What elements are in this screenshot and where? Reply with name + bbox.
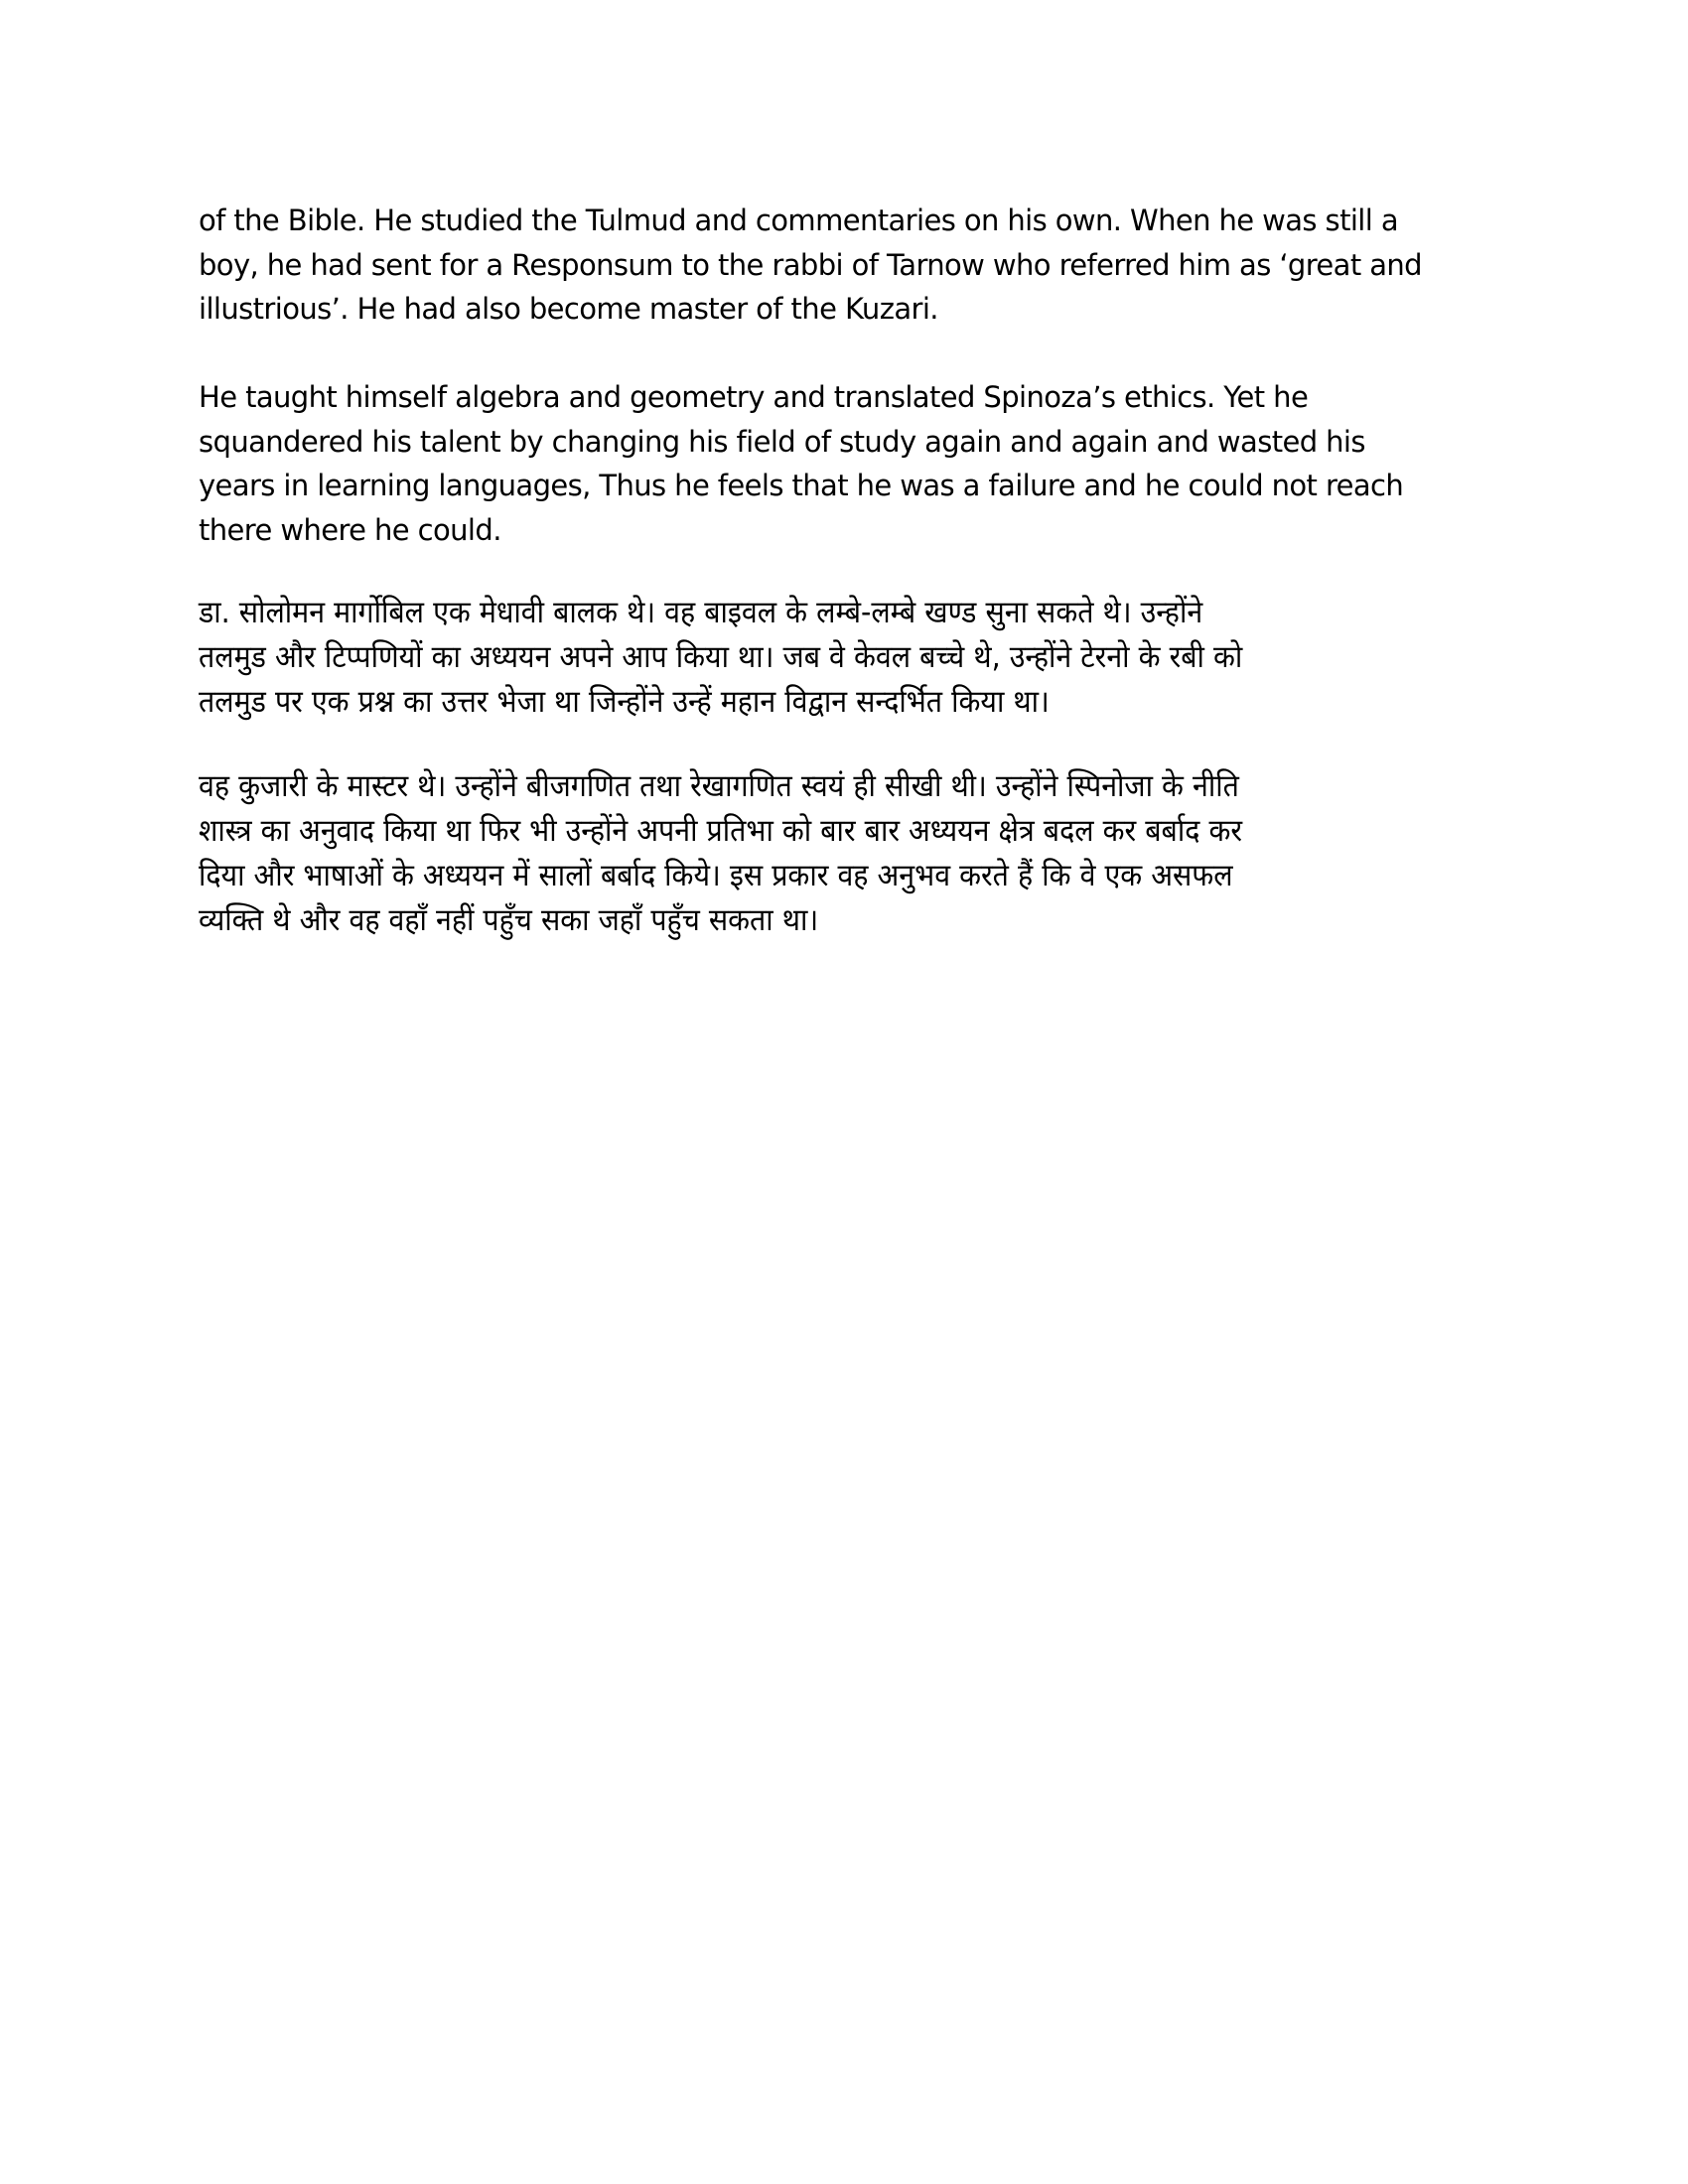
text-line: years in learning languages, Thus he feels that he was a failure and he could not reach	[199, 469, 1404, 502]
text-line: of the Bible. He studied the Tulmud and commentaries on his own. When he was still a	[199, 204, 1398, 237]
hindi-paragraph-1	[199, 591, 1242, 725]
text-line: illustrious’. He had also become master of the Kuzari.	[199, 292, 938, 326]
text-line: there where he could.	[199, 512, 501, 547]
text-line: He taught himself algebra and geometry and translated Spinoza’s ethics. Yet he	[199, 380, 1309, 414]
text-line: शास्त्र का अनुवाद किया था फिर भी उन्होंने अपनी प्रतिभा को बार बार अध्ययन क्षेत्र बदल कर बर्बाद कर	[199, 813, 1243, 849]
hindi-paragraph-2	[199, 764, 1242, 943]
english-paragraph-2	[199, 375, 1403, 552]
text-line: दिया और भाषाओं के अध्ययन में सालों बर्बाद किये। इस प्रकार वह अनुभव करते हैं कि वे एक असफल	[199, 858, 1233, 893]
text-line: डा. सोलोमन मार्गोबिल एक मेधावी बालक थे। वह बाइवल के लम्बे-लम्बे खण्ड सुना सकते थे। उन्होंने	[199, 595, 1203, 630]
text-line: boy, he had sent for a Responsum to the rabbi of Tarnow who referred him as ‘great and	[199, 247, 1422, 282]
english-paragraph-1	[199, 199, 1422, 332]
text-line: तलमुड पर एक प्रश्न का उत्तर भेजा था जिन्होंने उन्हें महान विद्वान सन्दर्भित किया था।	[199, 684, 1050, 720]
text-line: तलमुड और टिप्पणियों का अध्ययन अपने आप किया था। जब वे केवल बच्चे थे, उन्होंने टेरनो के रबी को	[199, 639, 1243, 675]
text-line: squandered his talent by changing his field of study again and again and wasted his	[199, 424, 1365, 459]
text-line: व्यक्ति थे और वह वहाँ नहीं पहुँच सका जहाँ पहुँच सकता था।	[199, 902, 819, 938]
text-line: वह कुजारी के मास्टर थे। उन्होंने बीजगणित तथा रेखागणित स्वयं ही सीखी थी। उन्होंने स्पिनोजा के नीति	[199, 768, 1239, 804]
